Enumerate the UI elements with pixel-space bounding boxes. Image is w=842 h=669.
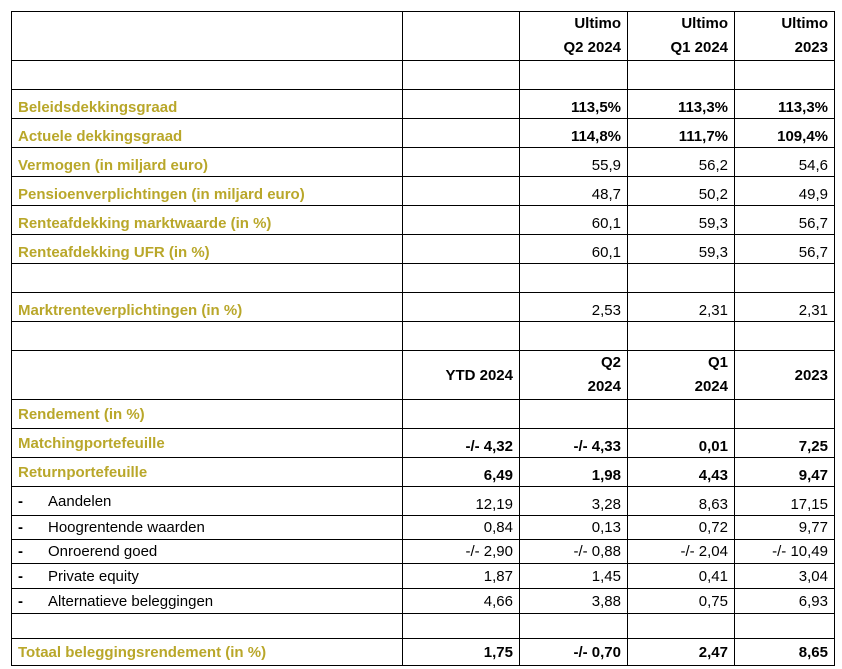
funding-row xyxy=(12,90,835,119)
value-q1: 59,3 xyxy=(628,235,735,264)
row-label: Private equity xyxy=(48,567,139,585)
bullet-dash: - xyxy=(18,492,23,510)
funding-row xyxy=(12,206,835,235)
row-label: Actuele dekkingsgraad xyxy=(12,119,403,148)
spacer-row xyxy=(12,322,835,351)
value-2023: 56,7 xyxy=(735,206,835,235)
sub-row xyxy=(12,540,835,564)
value-q1: 2,47 xyxy=(628,639,735,666)
row-label: Onroerend goed xyxy=(48,543,158,560)
sub-row xyxy=(12,564,835,589)
row-label: Aandelen xyxy=(48,492,112,510)
value-q2: 2,53 xyxy=(520,293,628,322)
value-q1: 0,72 xyxy=(628,516,735,540)
value-ytd: 1,87 xyxy=(403,564,520,589)
value-q2: -/- 0,70 xyxy=(520,639,628,666)
header-ultimo-q2-2024: Ultimo Q2 2024 xyxy=(520,12,628,61)
value-ytd: -/- 4,32 xyxy=(403,429,520,458)
row-label: Renteafdekking marktwaarde (in %) xyxy=(12,206,403,235)
value-q2: 3,88 xyxy=(520,589,628,614)
top-header-row xyxy=(12,12,835,61)
value-q1: 0,41 xyxy=(628,564,735,589)
value-q2: 1,98 xyxy=(520,458,628,487)
value-2023: 9,47 xyxy=(735,458,835,487)
header-ytd-2024: YTD 2024 xyxy=(403,351,520,400)
value-ytd: 6,49 xyxy=(403,458,520,487)
bullet-dash: - xyxy=(18,519,23,536)
bullet-dash: - xyxy=(18,567,23,585)
header-ultimo-q1-2024: Ultimo Q1 2024 xyxy=(628,12,735,61)
value-ytd: 0,84 xyxy=(403,516,520,540)
spacer-row xyxy=(12,61,835,90)
row-label: Matchingportefeuille xyxy=(12,429,403,458)
bullet-dash: - xyxy=(18,543,23,560)
value-ytd: 4,66 xyxy=(403,589,520,614)
funding-row xyxy=(12,119,835,148)
total-row xyxy=(12,639,835,666)
value-q1: -/- 2,04 xyxy=(628,540,735,564)
value-2023: 54,6 xyxy=(735,148,835,177)
value-2023: 9,77 xyxy=(735,516,835,540)
value-2023: 2,31 xyxy=(735,293,835,322)
sub-row xyxy=(12,516,835,540)
row-label: Renteafdekking UFR (in %) xyxy=(12,235,403,264)
section-title: Rendement (in %) xyxy=(12,400,403,429)
sub-row xyxy=(12,487,835,516)
bullet-dash: - xyxy=(18,592,23,610)
value-q1: 0,75 xyxy=(628,589,735,614)
value-ytd: 12,19 xyxy=(403,487,520,516)
value-q2: 114,8% xyxy=(520,119,628,148)
value-2023: 7,25 xyxy=(735,429,835,458)
value-q1: 2,31 xyxy=(628,293,735,322)
row-label: Pensioenverplichtingen (in miljard euro) xyxy=(12,177,403,206)
spacer-row xyxy=(12,614,835,639)
sub-label-cell xyxy=(12,589,403,614)
funding-row xyxy=(12,235,835,264)
financial-summary-table xyxy=(11,11,835,666)
value-q1: 59,3 xyxy=(628,206,735,235)
value-q2: 60,1 xyxy=(520,235,628,264)
value-q2: 60,1 xyxy=(520,206,628,235)
value-2023: 109,4% xyxy=(735,119,835,148)
funding-row xyxy=(12,148,835,177)
sub-label-cell xyxy=(12,516,403,540)
value-q1: 8,63 xyxy=(628,487,735,516)
value-q2: 113,5% xyxy=(520,90,628,119)
header-2023: 2023 xyxy=(735,351,835,400)
market-rate-row xyxy=(12,293,835,322)
value-q2: 55,9 xyxy=(520,148,628,177)
value-2023: 49,9 xyxy=(735,177,835,206)
value-q2: -/- 0,88 xyxy=(520,540,628,564)
sub-row xyxy=(12,589,835,614)
value-q1: 4,43 xyxy=(628,458,735,487)
value-ytd: 1,75 xyxy=(403,639,520,666)
value-q2: 3,28 xyxy=(520,487,628,516)
value-2023: 8,65 xyxy=(735,639,835,666)
sub-label-cell xyxy=(12,564,403,589)
row-label: Alternatieve beleggingen xyxy=(48,592,214,610)
value-q1: 111,7% xyxy=(628,119,735,148)
value-q1: 56,2 xyxy=(628,148,735,177)
return-title-row xyxy=(12,400,835,429)
row-label: Beleidsdekkingsgraad xyxy=(12,90,403,119)
row-label: Marktrenteverplichtingen (in %) xyxy=(12,293,403,322)
value-q1: 0,01 xyxy=(628,429,735,458)
value-q1: 113,3% xyxy=(628,90,735,119)
value-q2: 1,45 xyxy=(520,564,628,589)
sub-label-cell xyxy=(12,540,403,564)
value-2023: 113,3% xyxy=(735,90,835,119)
value-q1: 50,2 xyxy=(628,177,735,206)
value-q2: -/- 4,33 xyxy=(520,429,628,458)
value-q2: 0,13 xyxy=(520,516,628,540)
row-label: Vermogen (in miljard euro) xyxy=(12,148,403,177)
value-2023: -/- 10,49 xyxy=(735,540,835,564)
header-q2-2024: Q2 2024 xyxy=(520,351,628,400)
row-label: Hoogrentende waarden xyxy=(48,519,205,536)
row-label: Returnportefeuille xyxy=(12,458,403,487)
sub-label-cell xyxy=(12,487,403,516)
value-2023: 56,7 xyxy=(735,235,835,264)
portfolio-row xyxy=(12,429,835,458)
value-2023: 6,93 xyxy=(735,589,835,614)
spacer-row xyxy=(12,264,835,293)
value-2023: 3,04 xyxy=(735,564,835,589)
value-2023: 17,15 xyxy=(735,487,835,516)
value-ytd: -/- 2,90 xyxy=(403,540,520,564)
funding-row xyxy=(12,177,835,206)
row-label: Totaal beleggingsrendement (in %) xyxy=(12,639,403,666)
header-q1-2024: Q1 2024 xyxy=(628,351,735,400)
header-ultimo-2023: Ultimo 2023 xyxy=(735,12,835,61)
portfolio-row xyxy=(12,458,835,487)
return-header-row xyxy=(12,351,835,400)
value-q2: 48,7 xyxy=(520,177,628,206)
